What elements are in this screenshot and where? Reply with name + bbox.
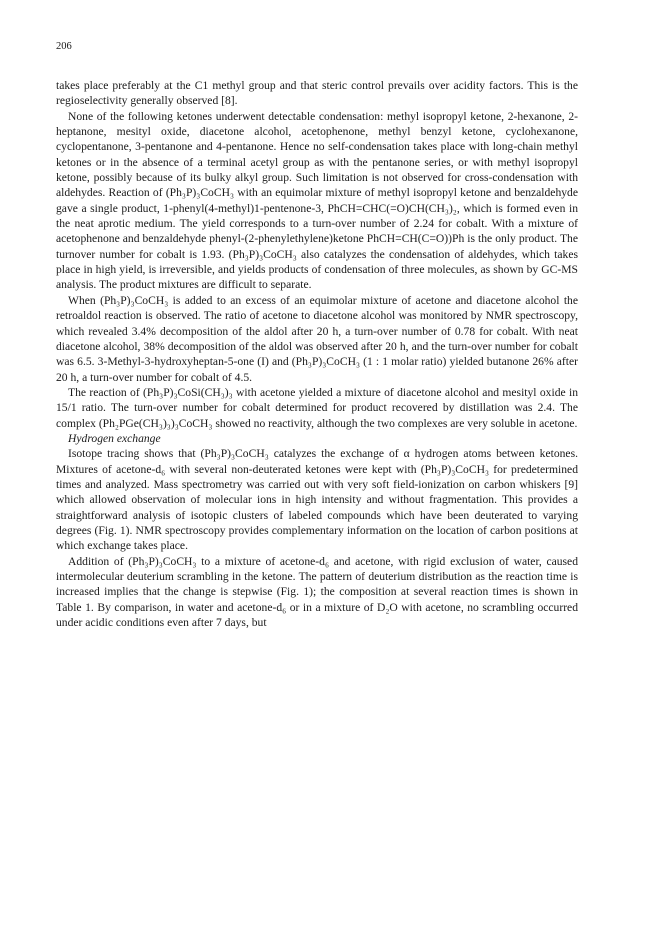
body-text [56, 78, 578, 630]
section-heading: Hydrogen exchange [68, 431, 161, 445]
paragraph: takes place preferably at the C1 methyl group and that steric control prevails over acidity factors. This is the regioselectivity generally observed [8]. [56, 79, 578, 108]
paragraph: When (Ph₃P)₃CoCH₃ is added to an excess of an equimolar mixture of acetone and diacetone alcohol the retroaldol reaction is observed. The ratio of acetone to diacetone alcohol was monitored by NMR spectroscopy, which revealed 3.4% decomposition of the aldol after 20 h, a turn-over number of 0.78 for cobalt. With neat diacetone alcohol, 38% decomposition of the aldol was observed after 20 h, and the turn-over number for cobalt was 6.5. 3-Methyl-3-hydroxyheptan-5-one (I) and (Ph₃P)₃CoCH₃ (1 : 1 molar ratio) yielded butanone 26% after 20 h, a turn-over number for cobalt of 4.5. [56, 293, 578, 384]
paragraph: Addition of (Ph₃P)₃CoCH₃ to a mixture of acetone-d₆ and acetone, with rigid exclusion of water, caused intermolecular deuterium scrambling in the ketone. The pattern of deuterium distribution as the reaction time is increased implies that the change is stepwise (Fig. 1); the composition at several reaction times is shown in Table 1. By comparison, in water and acetone-d₆ or in a mixture of D₂O with acetone, no scrambling occurred under acidic conditions even after 7 days, but [56, 554, 578, 630]
paragraph: Isotope tracing shows that (Ph₃P)₃CoCH₃ catalyzes the exchange of α hydrogen atoms between ketones. Mixtures of acetone-d₆ with several non-deuterated ketones were kept with (Ph₃P)₃CoCH₃ for predetermined times and analyzed. Mass spectrometry was carried out with very soft field-ionization on carbon whiskers [9] which allowed observation of molecular ions in high intensity and without fragmentation. This provides a straightforward analysis of isotopic clusters of labeled compounds which have been deuterated to varying degrees (Fig. 1). NMR spectroscopy provides complementary information on the location of carbon positions at which exchange takes place. [56, 447, 578, 553]
page-number: 206 [56, 41, 72, 52]
paragraph: None of the following ketones underwent detectable condensation: methyl isopropyl ketone, 2-hexanone, 2-heptanone, mesityl oxide, diacetone alcohol, acetophenone, methyl benzyl ketone, cyclohexanone, cyclopentanone, 3-pentanone and 4-pentanone. Hence no self-condensation takes place with long-chain methyl ketones or in the absence of a terminal acetyl group as with the pentanone series, or with methyl isopropyl ketone, possibly because of its bulky alkyl group. Such limitation is not observed for cross-condensation with aldehydes. Reaction of (Ph₃P)₃CoCH₃ with an equimolar mixture of methyl isopropyl ketone and benzaldehyde gave a single product, 1-phenyl(4-methyl)1-pentenone-3, PhCH=CHC(=O)CH(CH₃)₂, which is formed even in the neat aprotic medium. The yield corresponds to a turn-over number of 2.24 for cobalt. With a mixture of acetophenone and benzaldehyde phenyl-(2-phenylethylene)ketone PhCH=CH(C=O))Ph is the only product. The turnover number for cobalt is 1.93. (Ph₃P)₃CoCH₃ also catalyzes the condensation of aldehydes, which takes place in high yield, is irreversible, and yields products of condensation of three molecules, as shown by GC-MS analysis. The product mixtures are difficult to separate. [56, 109, 578, 292]
paragraph: The reaction of (Ph₃P)₃CoSi(CH₃)₃ with acetone yielded a mixture of diacetone alcohol and mesityl oxide in 15/1 ratio. The turn-over number for cobalt determined for product recovered by distillation was 2.4. The complex (Ph₂PGe(CH₃)₃)₃CoCH₃ showed no reactivity, although the two complexes are very soluble in acetone. [56, 385, 578, 430]
